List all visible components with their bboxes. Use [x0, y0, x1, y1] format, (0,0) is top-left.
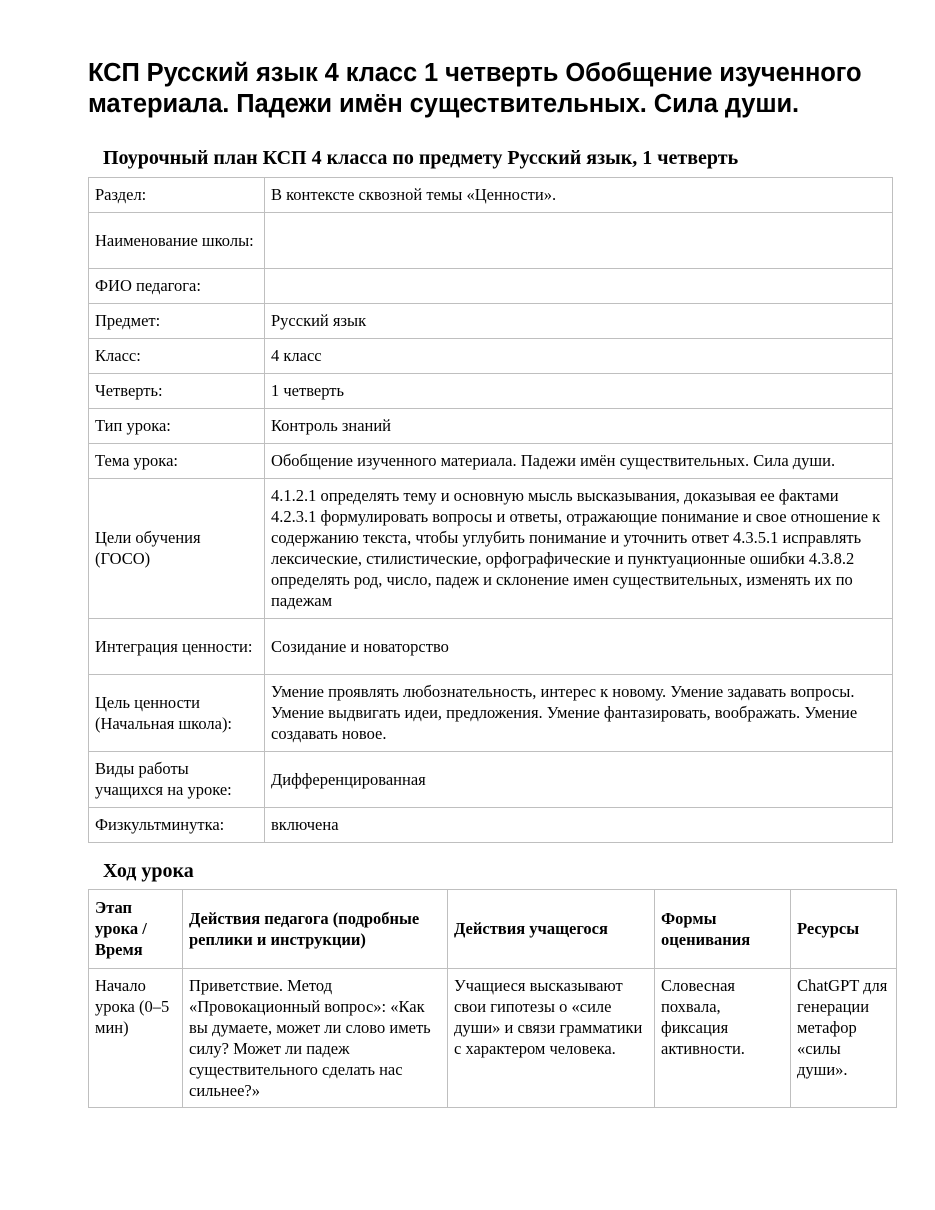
cell-resources: ChatGPT для генерации метафор «силы души». [791, 969, 897, 1108]
info-value: Созидание и новаторство [265, 619, 893, 675]
info-label: Тип урока: [89, 409, 265, 444]
cell-stage: Начало урока (0–5 мин) [89, 969, 183, 1108]
info-label: ФИО педагога: [89, 269, 265, 304]
info-value: Русский язык [265, 304, 893, 339]
table-row [89, 808, 893, 843]
info-value: включена [265, 808, 893, 843]
info-value: Дифференцированная [265, 752, 893, 808]
info-label: Класс: [89, 339, 265, 374]
document-title: КСП Русский язык 4 класс 1 четверть Обобщение изученного материала. Падежи имён существительных. Сила души. [88, 59, 862, 118]
cell-assessment: Словесная похвала, фиксация активности. [655, 969, 791, 1108]
info-value: 4.1.2.1 определять тему и основную мысль высказывания, доказывая ее фактами 4.2.3.1 формулировать вопросы и ответы, отражающие понимание и свое отношение к содержанию текста, чтобы углубить понимание и уточнить ответ 4.3.5.1 исправлять лексические, стилистические, орфографические и пунктуационные ошибки 4.3.8.2 определять род, число, падеж и склонение имен существительных, изменять их по падежам [265, 479, 893, 619]
column-header-stage: Этап урока / Время [89, 890, 183, 969]
table-row [89, 213, 893, 269]
table-row [89, 178, 893, 213]
table-row [89, 675, 893, 752]
document-page [88, 58, 893, 1108]
table-row [89, 619, 893, 675]
lesson-info-table [88, 177, 893, 843]
cell-teacher-actions: Приветствие. Метод «Провокационный вопрос»: «Как вы думаете, может ли слово иметь силу? Может ли падеж существительного сделать нас сильнее?» [183, 969, 448, 1108]
table-row [89, 339, 893, 374]
table-row [89, 752, 893, 808]
info-label: Тема урока: [89, 444, 265, 479]
table-header-row [89, 890, 897, 969]
cell-student-actions: Учащиеся высказывают свои гипотезы о «силе души» и связи грамматики с характером человека. [448, 969, 655, 1108]
info-label: Виды работы учащихся на уроке: [89, 752, 265, 808]
table-row [89, 304, 893, 339]
info-label: Предмет: [89, 304, 265, 339]
info-value: 1 четверть [265, 374, 893, 409]
column-header-assessment: Формы оценивания [655, 890, 791, 969]
info-value [265, 269, 893, 304]
column-header-resources: Ресурсы [791, 890, 897, 969]
column-header-teacher-actions: Действия педагога (подробные реплики и инструкции) [183, 890, 448, 969]
info-label: Цели обучения (ГОСО) [89, 479, 265, 619]
info-value: Умение проявлять любознательность, интерес к новому. Умение задавать вопросы. Умение выдвигать идеи, предложения. Умение фантазировать, воображать. Умение создавать новое. [265, 675, 893, 752]
info-label: Наименование школы: [89, 213, 265, 269]
plan-heading: Поурочный план КСП 4 класса по предмету Русский язык, 1 четверть [103, 147, 739, 169]
info-value: Обобщение изученного материала. Падежи имён существительных. Сила души. [265, 444, 893, 479]
info-value: В контексте сквозной темы «Ценности». [265, 178, 893, 213]
table-row [89, 374, 893, 409]
info-label: Цель ценности (Начальная школа): [89, 675, 265, 752]
info-value: 4 класс [265, 339, 893, 374]
info-value [265, 213, 893, 269]
info-label: Раздел: [89, 178, 265, 213]
info-label: Физкультминутка: [89, 808, 265, 843]
info-label: Интеграция ценности: [89, 619, 265, 675]
column-header-student-actions: Действия учащегося [448, 890, 655, 969]
table-row [89, 969, 897, 1108]
lesson-progress-heading: Ход урока [103, 860, 194, 882]
info-value: Контроль знаний [265, 409, 893, 444]
table-row [89, 409, 893, 444]
table-row [89, 444, 893, 479]
info-label: Четверть: [89, 374, 265, 409]
table-row [89, 269, 893, 304]
table-row [89, 479, 893, 619]
lesson-progress-table [88, 889, 897, 1108]
